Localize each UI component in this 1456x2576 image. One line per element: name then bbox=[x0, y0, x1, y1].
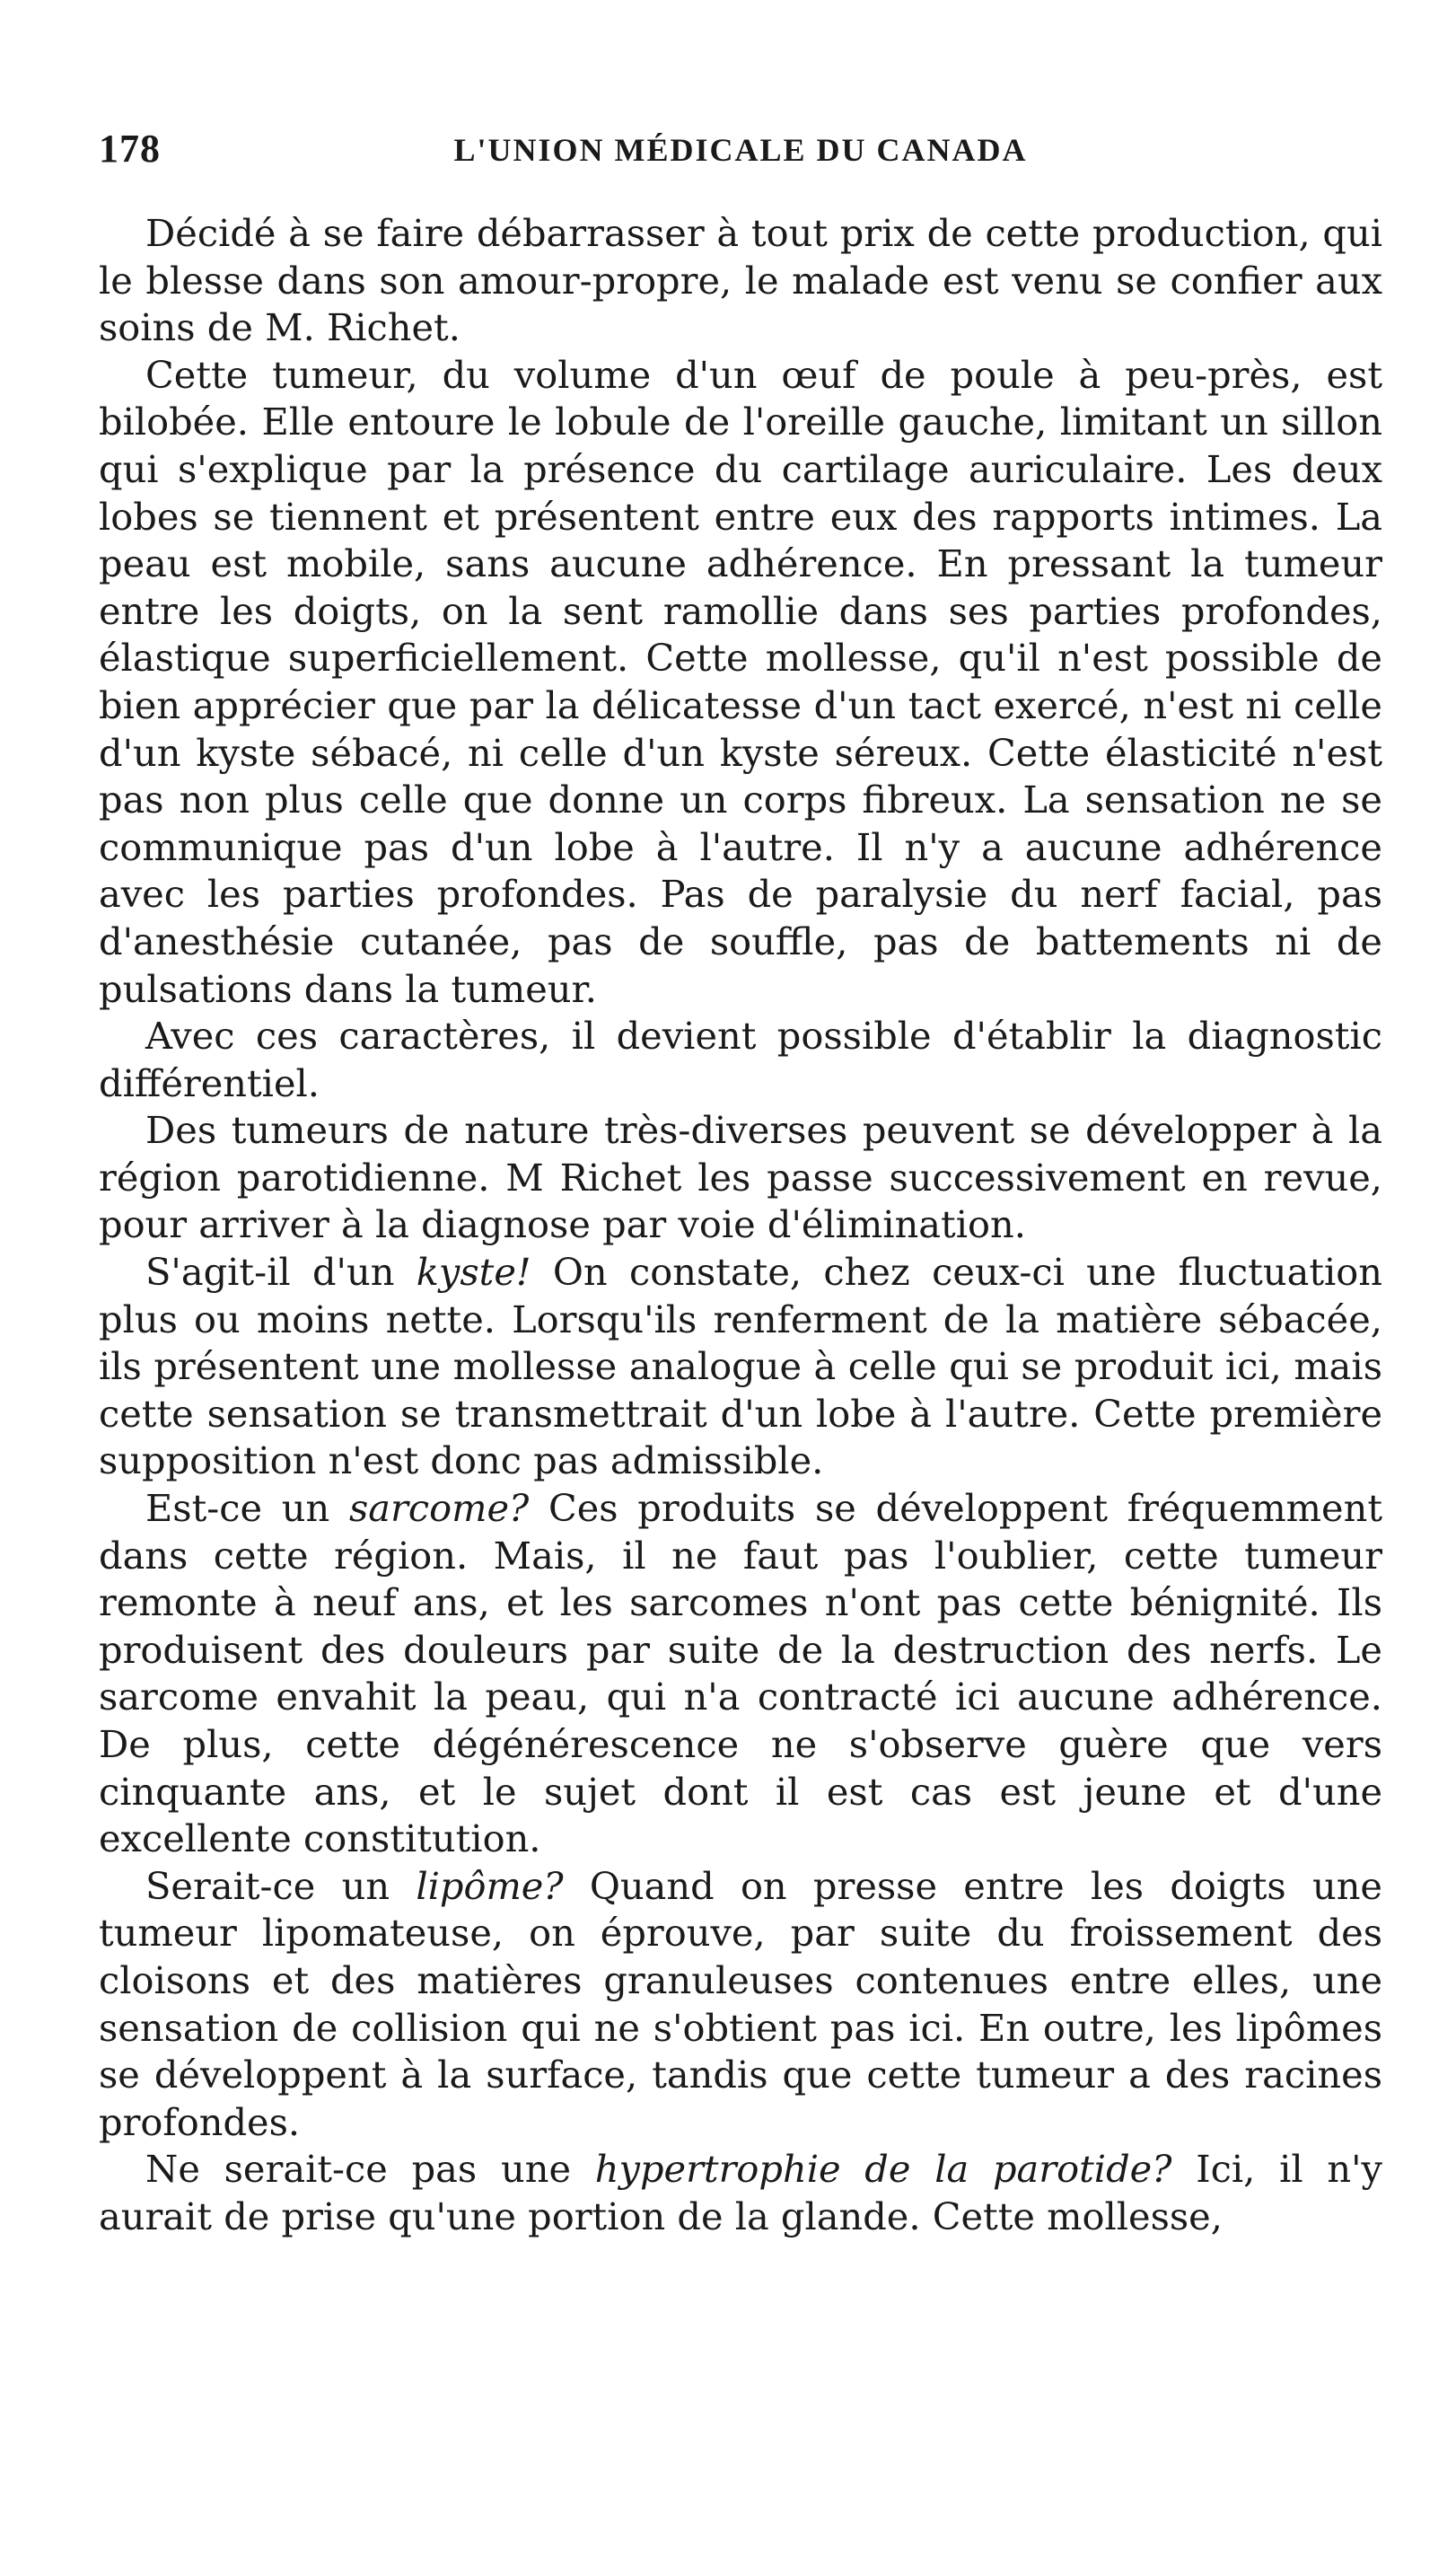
text-segment: Quand on presse entre les doigts une tumeur lipomateuse, on éprouve, par suite du froissement des cloisons et des matières granuleuses contenues entre elles, une sensation de collision qui ne s'obtient pas ici. En outre, les lipômes se développent à la surface, tandis que cette tumeur a des racines profondes. bbox=[99, 1863, 1382, 2144]
running-header bbox=[99, 126, 1382, 198]
paragraph bbox=[99, 1013, 1382, 1107]
paragraph bbox=[99, 1863, 1382, 2147]
paragraph bbox=[99, 1107, 1382, 1249]
italic-term: hypertrophie de la parotide? bbox=[594, 2147, 1172, 2192]
text-segment: Ne serait-ce pas une bbox=[145, 2147, 595, 2192]
book-page bbox=[99, 126, 1382, 2241]
text-segment: On constate, chez ceux-ci une fluctuation plus ou moins nette. Lorsqu'ils renferment de la matière sébacée, ils présentent une mollesse analogue à celle qui se produit ici, mais cette sensation se transmettrait d'un lobe à l'autre. Cette première supposition n'est donc pas admissible. bbox=[99, 1250, 1382, 1483]
paragraph bbox=[99, 352, 1382, 1013]
italic-term: lipôme? bbox=[416, 1863, 564, 1908]
text-segment: Ces produits se développent fréquemment dans cette région. Mais, il ne faut pas l'oublier, cette tumeur remonte à neuf ans, et les sarcomes n'ont pas cette bénignité. Ils produisent des douleurs par suite de la destruction des nerfs. Le sarcome envahit la peau, qui n'a contracté ici aucune adhérence. De plus, cette dégénérescence ne s'observe guère que vers cinquante ans, et le sujet dont il est cas est jeune et d'une excellente constitution. bbox=[99, 1486, 1382, 1861]
paragraph bbox=[99, 1249, 1382, 1485]
paragraph bbox=[99, 2146, 1382, 2240]
text-segment: Avec ces caractères, il devient possible d'établir la diagnostic différentiel. bbox=[99, 1014, 1382, 1105]
text-segment: Des tumeurs de nature très-diverses peuvent se développer à la région parotidienne. M Richet les passe successivement en revue, pour arriver à la diagnose par voie d'élimination. bbox=[99, 1108, 1382, 1247]
page-number: 178 bbox=[99, 127, 161, 171]
text-segment: Est-ce un bbox=[145, 1486, 349, 1531]
text-segment: Serait-ce un bbox=[145, 1863, 417, 1908]
text-segment: Décidé à se faire débarrasser à tout prix de cette production, qui le blesse dans son amour-propre, le malade est venu se confier aux soins de M. Richet. bbox=[99, 211, 1382, 350]
italic-term: sarcome? bbox=[348, 1486, 530, 1531]
text-segment: Cette tumeur, du volume d'un œuf de poule à peu-près, est bilobée. Elle entoure le lobule de l'oreille gauche, limitant un sillon qui s'explique par la présence du cartilage auriculaire. Les deux lobes se tiennent et présentent entre eux des rapports intimes. La peau est mobile, sans aucune adhérence. En pressant la tumeur entre les doigts, on la sent ramollie dans ses parties profondes, élastique superficiellement. Cette mollesse, qu'il n'est possible de bien apprécier que par la délicatesse d'un tact exercé, n'est ni celle d'un kyste sébacé, ni celle d'un kyste séreux. Cette élasticité n'est pas non plus celle que donne un corps fibreux. La sensation ne se communique pas d'un lobe à l'autre. Il n'y a aucune adhérence avec les parties profondes. Pas de paralysie du nerf facial, pas d'anesthésie cutanée, pas de souffle, pas de battements ni de pulsations dans la tumeur. bbox=[99, 352, 1382, 1011]
paragraph bbox=[99, 1485, 1382, 1863]
text-segment: Ici, il n'y aurait de prise qu'une portion de la glande. Cette mollesse, bbox=[99, 2147, 1382, 2238]
text-segment: S'agit-il d'un bbox=[145, 1250, 417, 1295]
italic-term: kyste! bbox=[416, 1250, 531, 1295]
article-body bbox=[99, 210, 1382, 2241]
paragraph bbox=[99, 210, 1382, 352]
journal-title: L'UNION MÉDICALE DU CANADA bbox=[453, 132, 1028, 168]
